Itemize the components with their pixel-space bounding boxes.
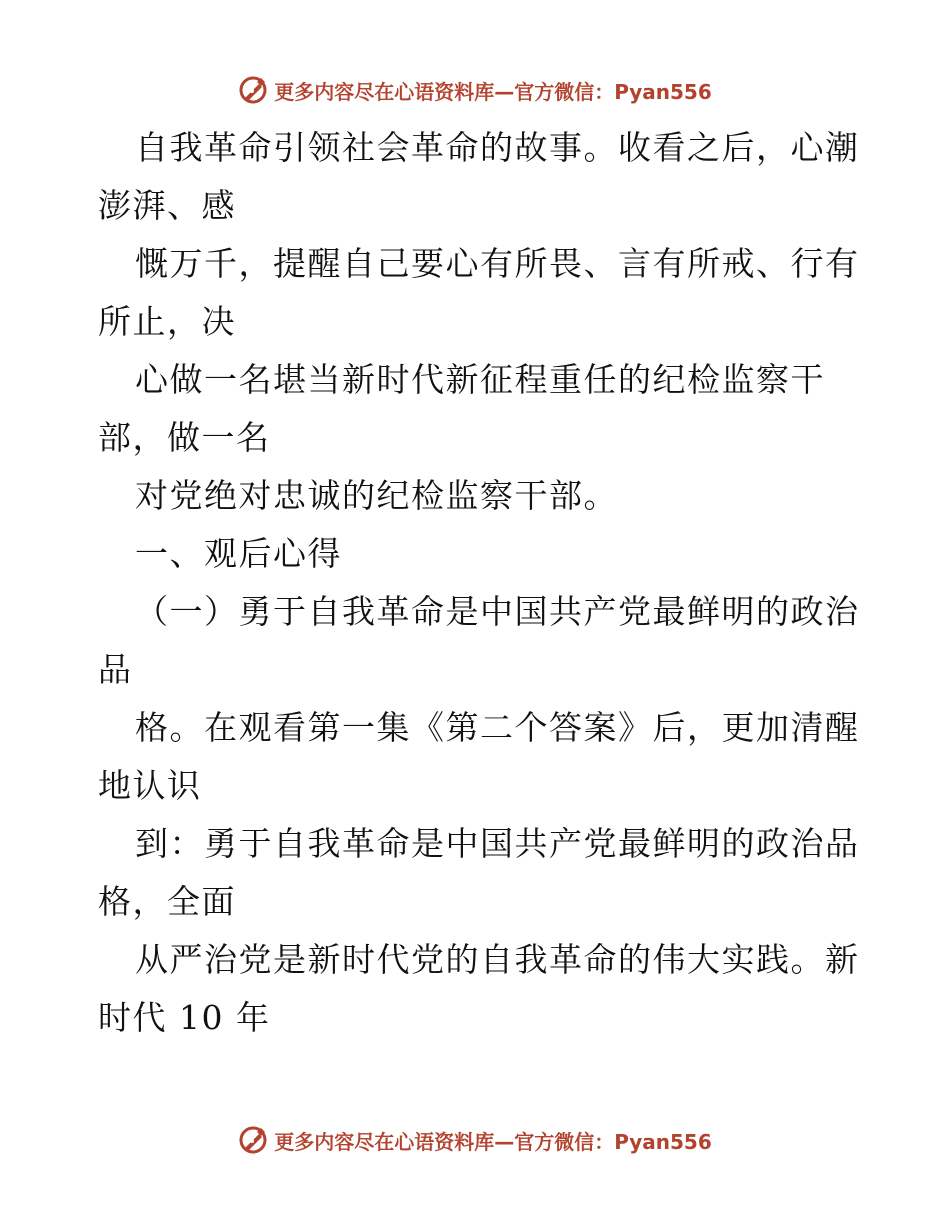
- text-line: 所止，决: [98, 302, 236, 341]
- header-banner: [0, 70, 950, 110]
- text-line: 格，全面: [98, 882, 236, 921]
- footer-banner: [0, 1120, 950, 1160]
- text-line: 地认识: [98, 766, 202, 805]
- text-line: 自我革命引领社会革命的故事。收看之后，心潮: [135, 128, 860, 167]
- text-line: 部，做一名: [98, 418, 271, 457]
- text-line: 品: [98, 650, 133, 689]
- banner-text: 更多内容尽在心语资料库—官方微信：Pyan556: [274, 1129, 712, 1154]
- text-line: 时代 10 年: [98, 998, 271, 1037]
- pen-logo-icon: [238, 1125, 268, 1155]
- text-line: 澎湃、感: [98, 186, 236, 225]
- text-line: 心做一名堪当新时代新征程重任的纪检监察干: [135, 360, 825, 399]
- text-line: 对党绝对忠诚的纪检监察干部。: [135, 476, 618, 515]
- text-line: 到：勇于自我革命是中国共产党最鲜明的政治品: [135, 824, 860, 863]
- text-line: 从严治党是新时代党的自我革命的伟大实践。新: [135, 940, 860, 979]
- pen-logo-icon: [238, 75, 268, 105]
- text-line: 慨万千，提醒自己要心有所畏、言有所戒、行有: [135, 244, 860, 283]
- banner-text: 更多内容尽在心语资料库—官方微信：Pyan556: [274, 79, 712, 104]
- section-heading: 一、观后心得: [135, 534, 342, 573]
- text-line: 格。在观看第一集《第二个答案》后，更加清醒: [135, 708, 860, 747]
- subsection-heading: （一）勇于自我革命是中国共产党最鲜明的政治: [135, 592, 860, 631]
